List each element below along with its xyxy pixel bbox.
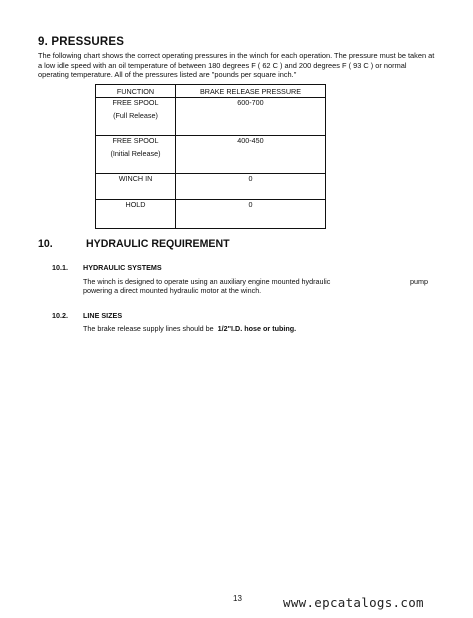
pressures-table: [95, 84, 326, 229]
table-row: [96, 200, 326, 229]
function-name: HOLD: [96, 200, 176, 229]
hydraulic-systems-line-1: The winch is designed to operate using an auxiliary engine mounted hydraulic: [83, 277, 331, 286]
pressure-value: 400-450: [176, 136, 326, 174]
function-cell: [96, 98, 176, 136]
watermark-text: www.epcatalogs.com: [283, 595, 424, 610]
pressure-value: 600-700: [176, 98, 326, 136]
header-brake-release-pressure: BRAKE RELEASE PRESSURE: [176, 85, 326, 98]
table-row: [96, 136, 326, 174]
function-note: (Initial Release): [110, 149, 161, 158]
line-sizes-sentence: The brake release supply lines should be: [83, 324, 214, 333]
line-sizes-text: [83, 324, 296, 333]
section-9-heading: 9. PRESSURES: [38, 36, 125, 48]
function-name: FREE SPOOL: [112, 136, 159, 145]
line-sizes-spec: 1/2"I.D. hose or tubing.: [217, 324, 297, 333]
section-9-intro: The following chart shows the correct operating pressures in the winch for each operation. The pressure must be taken at a low idle speed with an oil temperature of between 180 degrees F ( 62 C ) and 200 degrees F ( 93 C ) or normal operating temperature. All of the pressures listed are "pounds per square inch.": [38, 51, 435, 80]
function-name: WINCH IN: [96, 174, 176, 200]
function-name: FREE SPOOL: [112, 98, 159, 107]
subsection-10-1-heading: [52, 263, 162, 272]
table-header-row: [96, 85, 326, 98]
section-10-heading: [38, 238, 230, 250]
page-number: 13: [233, 594, 242, 603]
header-function: FUNCTION: [96, 85, 176, 98]
function-cell: [96, 136, 176, 174]
subsection-title: HYDRAULIC SYSTEMS: [83, 263, 162, 272]
function-note: (Full Release): [113, 111, 158, 120]
pressure-value: 0: [176, 200, 326, 229]
table-row: [96, 98, 326, 136]
table-row: [96, 174, 326, 200]
hydraulic-systems-line-2: powering a direct mounted hydraulic motor at the winch.: [83, 286, 262, 296]
subsection-number: 10.2.: [52, 311, 68, 320]
section-10-title: HYDRAULIC REQUIREMENT: [86, 238, 230, 250]
hydraulic-systems-text: [83, 277, 330, 296]
subsection-title: LINE SIZES: [83, 311, 123, 320]
section-10-number: 10.: [38, 238, 53, 250]
subsection-10-2-heading: [52, 311, 122, 320]
pressure-value: 0: [176, 174, 326, 200]
hydraulic-systems-pump-word: pump: [410, 277, 428, 286]
subsection-number: 10.1.: [52, 263, 68, 272]
